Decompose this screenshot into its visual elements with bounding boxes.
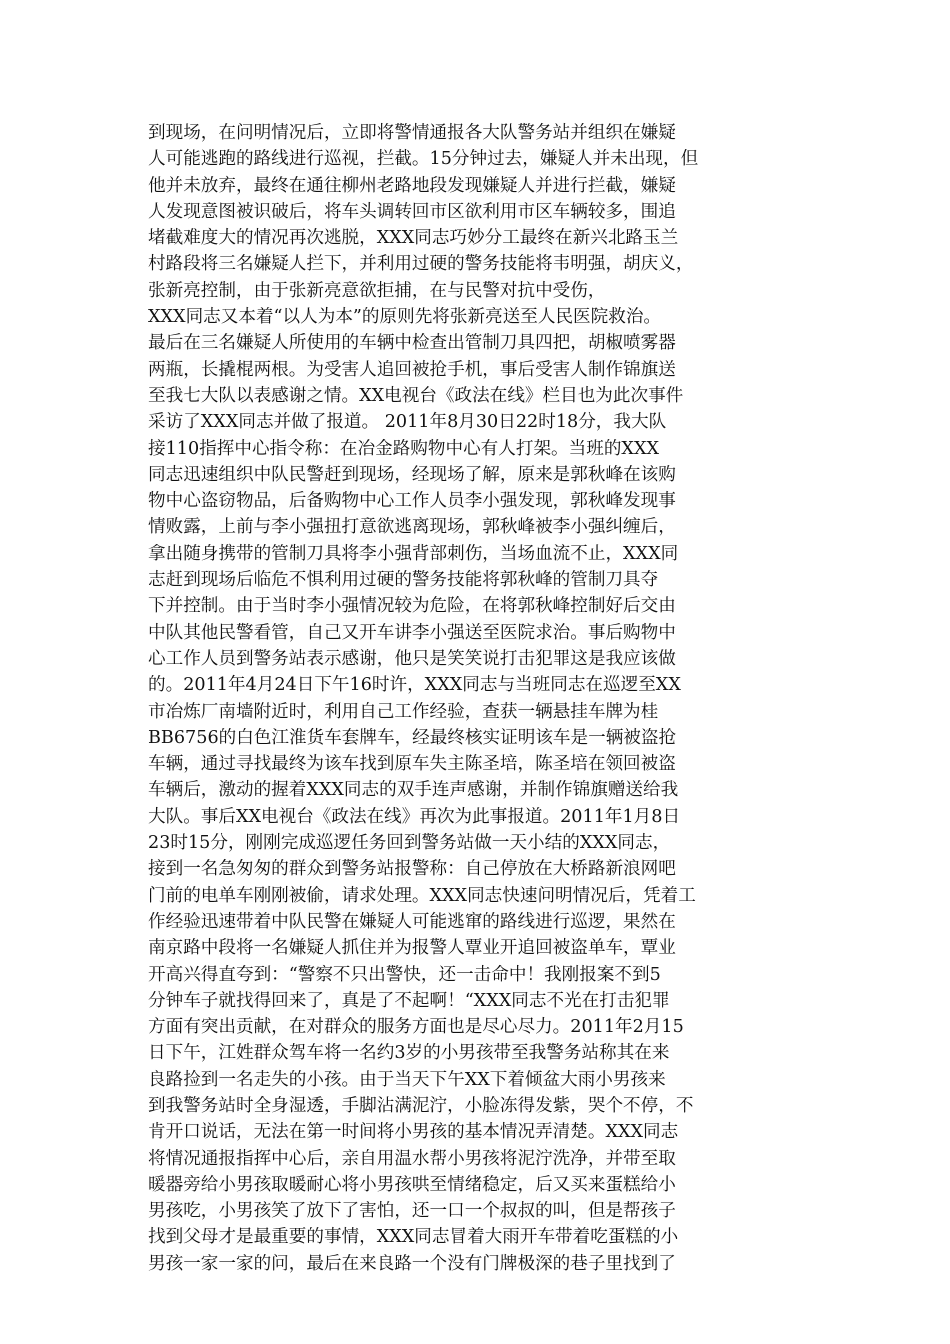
text-line: 车辆后，激动的握着XXX同志的双手连声感谢，并制作锦旗赠送给我 bbox=[148, 780, 679, 801]
text-line: 找到父母才是最重要的事情，XXX同志冒着大雨开车带着吃蛋糕的小 bbox=[148, 1227, 679, 1248]
body-text bbox=[148, 120, 828, 1277]
text-line: XXX同志又本着“以人为本”的原则先将张新亮送至人民医院救治。 bbox=[148, 307, 662, 328]
text-line: 最后在三名嫌疑人所使用的车辆中检查出管制刀具四把，胡椒喷雾器 bbox=[148, 333, 676, 354]
text-line: 志赶到现场后临危不惧利用过硬的警务技能将郭秋峰的管制刀具夺 bbox=[148, 570, 659, 591]
text-line: 人可能逃跑的路线进行巡视，拦截。15分钟过去，嫌疑人并未出现，但 bbox=[148, 149, 699, 170]
text-line: 将情况通报指挥中心后，亲自用温水帮小男孩将泥泞洗净，并带至取 bbox=[148, 1148, 676, 1169]
text-line: 大队。事后XX电视台《政法在线》再次为此事报道。2011年1月8日 bbox=[148, 806, 681, 827]
text-line: 日下午，江姓群众驾车将一名约3岁的小男孩带至我警务站称其在来 bbox=[148, 1043, 670, 1064]
text-line: 村路段将三名嫌疑人拦下，并利用过硬的警务技能将韦明强，胡庆义， bbox=[148, 254, 694, 275]
text-line: 车辆，通过寻找最终为该车找到原车失主陈圣培，陈圣培在领回被盗 bbox=[148, 754, 676, 775]
text-line: 南京路中段将一名嫌疑人抓住并为报警人覃业开追回被盗单车，覃业 bbox=[148, 938, 676, 959]
text-line: 他并未放弃，最终在通往柳州老路地段发现嫌疑人并进行拦截，嫌疑 bbox=[148, 175, 676, 196]
text-line: 采访了XXX同志并做了报道。 2011年8月30日22时18分，我大队 bbox=[148, 412, 667, 433]
text-line: 良路捡到一名走失的小孩。由于当天下午XX下着倾盆大雨小男孩来 bbox=[148, 1069, 666, 1090]
text-line: 两瓶，长撬棍两根。为受害人追回被抢手机，事后受害人制作锦旗送 bbox=[148, 359, 676, 380]
text-line: 的。2011年4月24日下午16时许，XXX同志与当班同志在巡逻至XX bbox=[148, 675, 681, 696]
text-line: 到我警务站时全身湿透，手脚沾满泥泞，小脸冻得发紫，哭个不停，不 bbox=[148, 1095, 694, 1116]
text-line: 同志迅速组织中队民警赶到现场，经现场了解，原来是郭秋峰在该购 bbox=[148, 464, 676, 485]
text-line: 人发现意图被识破后，将车头调转回市区欲利用市区车辆较多，围追 bbox=[148, 201, 676, 222]
text-line: 开高兴得直夸到：“警察不只出警快，还一击命中！我刚报案不到5 bbox=[148, 964, 661, 985]
text-line: 市冶炼厂南墙附近时，利用自己工作经验，查获一辆悬挂车牌为桂 bbox=[148, 701, 659, 722]
text-line: 情败露，上前与李小强扭打意欲逃离现场，郭秋峰被李小强纠缠后， bbox=[148, 517, 676, 538]
text-line: 下并控制。由于当时李小强情况较为危险，在将郭秋峰控制好后交由 bbox=[148, 596, 676, 617]
text-line: 堵截难度大的情况再次逃脱，XXX同志巧妙分工最终在新兴北路玉兰 bbox=[148, 228, 679, 249]
text-line: 至我七大队以表感谢之情。XX电视台《政法在线》栏目也为此次事件 bbox=[148, 385, 684, 406]
text-line: 张新亮控制，由于张新亮意欲拒捕，在与民警对抗中受伤， bbox=[148, 280, 606, 301]
text-line: 接110指挥中心指令称：在冶金路购物中心有人打架。当班的XXX bbox=[148, 438, 660, 459]
text-line: 拿出随身携带的管制刀具将李小强背部刺伤，当场血流不止，XXX同 bbox=[148, 543, 679, 564]
text-line: 作经验迅速带着中队民警在嫌疑人可能逃窜的路线进行巡逻，果然在 bbox=[148, 911, 676, 932]
text-line: 23时15分，刚刚完成巡逻任务回到警务站做一天小结的XXX同志， bbox=[148, 833, 671, 854]
text-line: 分钟车子就找得回来了，真是了不起啊！“XXX同志不光在打击犯罪 bbox=[148, 990, 670, 1011]
text-line: 方面有突出贡献，在对群众的服务方面也是尽心尽力。2011年2月15 bbox=[148, 1017, 684, 1038]
text-line: 门前的电单车刚刚被偷，请求处理。XXX同志快速问明情况后，凭着工 bbox=[148, 885, 696, 906]
text-line: 暖器旁给小男孩取暖耐心将小男孩哄至情绪稳定，后又买来蛋糕给小 bbox=[148, 1174, 676, 1195]
text-line: 接到一名急匆匆的群众到警务站报警称：自己停放在大桥路新浪网吧 bbox=[148, 859, 676, 880]
text-line: 男孩吃，小男孩笑了放下了害怕，还一口一个叔叔的叫，但是帮孩子 bbox=[148, 1201, 676, 1222]
text-line: 男孩一家一家的问，最后在来良路一个没有门牌极深的巷子里找到了 bbox=[148, 1253, 676, 1274]
text-line: 物中心盗窃物品，后备购物中心工作人员李小强发现，郭秋峰发现事 bbox=[148, 491, 676, 512]
text-line: 肯开口说话，无法在第一时间将小男孩的基本情况弄清楚。XXX同志 bbox=[148, 1122, 679, 1143]
text-line: 心工作人员到警务站表示感谢，他只是笑笑说打击犯罪这是我应该做 bbox=[148, 648, 676, 669]
text-line: BB6756的白色江淮货车套牌车，经最终核实证明该车是一辆被盗抢 bbox=[148, 727, 677, 748]
text-line: 到现场，在问明情况后，立即将警情通报各大队警务站并组织在嫌疑 bbox=[148, 123, 676, 143]
text-line: 中队其他民警看管，自己又开车讲李小强送至医院求治。事后购物中 bbox=[148, 622, 676, 643]
